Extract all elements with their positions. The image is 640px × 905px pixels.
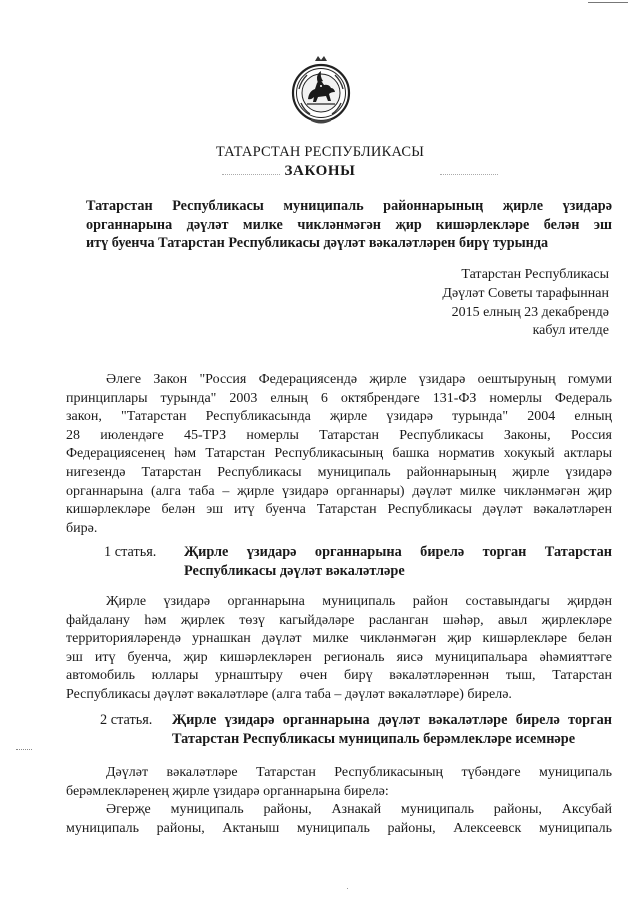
preamble-line: органнарына (алга таба – җирле үзидарә органнары) дәүләт милке чикләнмәгән җир — [66, 483, 612, 499]
body-line: Җирле үзидарә органнарына муниципаль район составындагы җирдән — [106, 594, 612, 609]
preamble-line: Әлеге Закон "Россия Федерациясендә җирле үзидарә оештыруның гомуми — [106, 372, 612, 387]
scan-edge-mark — [588, 2, 628, 3]
article-title — [172, 711, 612, 748]
body-line: Республикасы дәүләт вәкаләтләре (алга таба – дәүләт вәкаләтләре) бирелә. — [66, 686, 512, 702]
adoption-note — [442, 266, 609, 341]
adoption-line: кабул ителде — [532, 323, 609, 339]
preamble-paragraph — [66, 371, 612, 538]
document-type-heading: ЗАКОНЫ — [284, 163, 356, 179]
body-line: территорияләрендә урнашкан дәүләт милке чикләнмәгән җир кишәрлекләре белән — [66, 631, 612, 647]
article-number: 1 статья. — [104, 544, 157, 560]
adoption-line: 2015 елның 23 декабрендә — [451, 304, 609, 320]
article-title-line: Җирле үзидарә органнарына дәүләт вәкаләтләре бирелә торган — [172, 712, 612, 728]
adoption-line: Татарстан Республикасы — [461, 267, 609, 282]
body-line: берәмлекләренең җирле үзидарә органнарына бирелә: — [66, 783, 389, 799]
article-1-body — [66, 593, 612, 705]
article-title-line: Республикасы дәүләт вәкаләтләре — [184, 562, 405, 579]
article-2-body — [66, 764, 612, 838]
law-title-line: Татарстан Республикасы муниципаль районнарының җирле үзидарә — [86, 198, 612, 214]
preamble-line: принциплары турында" 2003 елның 6 октябрендәге 131-ФЗ номерлы Федераль — [66, 390, 612, 406]
state-name-heading: ТАТАРСТАН РЕСПУБЛИКАСЫ — [215, 144, 425, 160]
scan-margin-mark — [16, 749, 32, 750]
coat-of-arms-icon — [291, 55, 351, 127]
body-line: файдалану һәм җирлек төзү кагыйдәләре расланган шәһәр, авыл җирлекләре — [66, 612, 612, 628]
scan-speck — [347, 888, 348, 889]
dotted-rule-right — [440, 174, 498, 175]
adoption-line: Дәүләт Советы тарафыннан — [442, 285, 609, 301]
body-line: Әгерҗе муниципаль районы, Азнакай муниципаль районы, Аксубай — [106, 802, 612, 818]
preamble-line: нигезендә Татарстан Республикасы муниципаль районнарының җирле үзидарә — [66, 464, 612, 480]
body-line: эш итү буенча, җир кишәрлекләрен региональ яисә муниципальара әһәмияттәге — [66, 649, 612, 665]
preamble-line: закон, "Татарстан Республикасында җирле үзидарә турында" 2004 елның — [66, 409, 612, 425]
preamble-line: бирә. — [66, 520, 98, 536]
law-title — [86, 197, 612, 253]
preamble-line: кишәрлекләре белән эш итү буенча Татарстан Республикасы дәүләт вәкаләтләрен — [66, 502, 612, 518]
article-title — [184, 543, 612, 580]
body-line: Дәүләт вәкаләтләре Татарстан Республикасының түбәндәге муниципаль — [106, 765, 612, 780]
article-title-line: Татарстан Республикасы муниципаль берәмлекләре исемнәре — [172, 730, 576, 747]
body-line: муниципаль районы, Актаныш муниципаль районы, Алексеевск муниципаль — [66, 820, 612, 836]
preamble-line: Федерациясенең һәм Татарстан Республикасының башка норматив хокукый актлары — [66, 446, 612, 462]
article-number: 2 статья. — [100, 712, 153, 728]
preamble-line: 28 июлендәге 45-ТРЗ номерлы Татарстан Республикасы Законы, Россия — [66, 427, 612, 443]
law-title-line: органнарына дәүләт милке чикләнмәгән җир кишәрлекләре белән эш — [86, 216, 612, 233]
law-title-line: итү буенча Татарстан Республикасы дәүләт вәкаләтләрен бирү турында — [86, 235, 549, 251]
body-line: автомобиль юллары урнаштыру өчен бирү вәкаләтләреннән тыш, Татарстан — [66, 668, 612, 684]
article-title-line: Җирле үзидарә органнарына бирелә торган Татарстан — [184, 544, 612, 560]
